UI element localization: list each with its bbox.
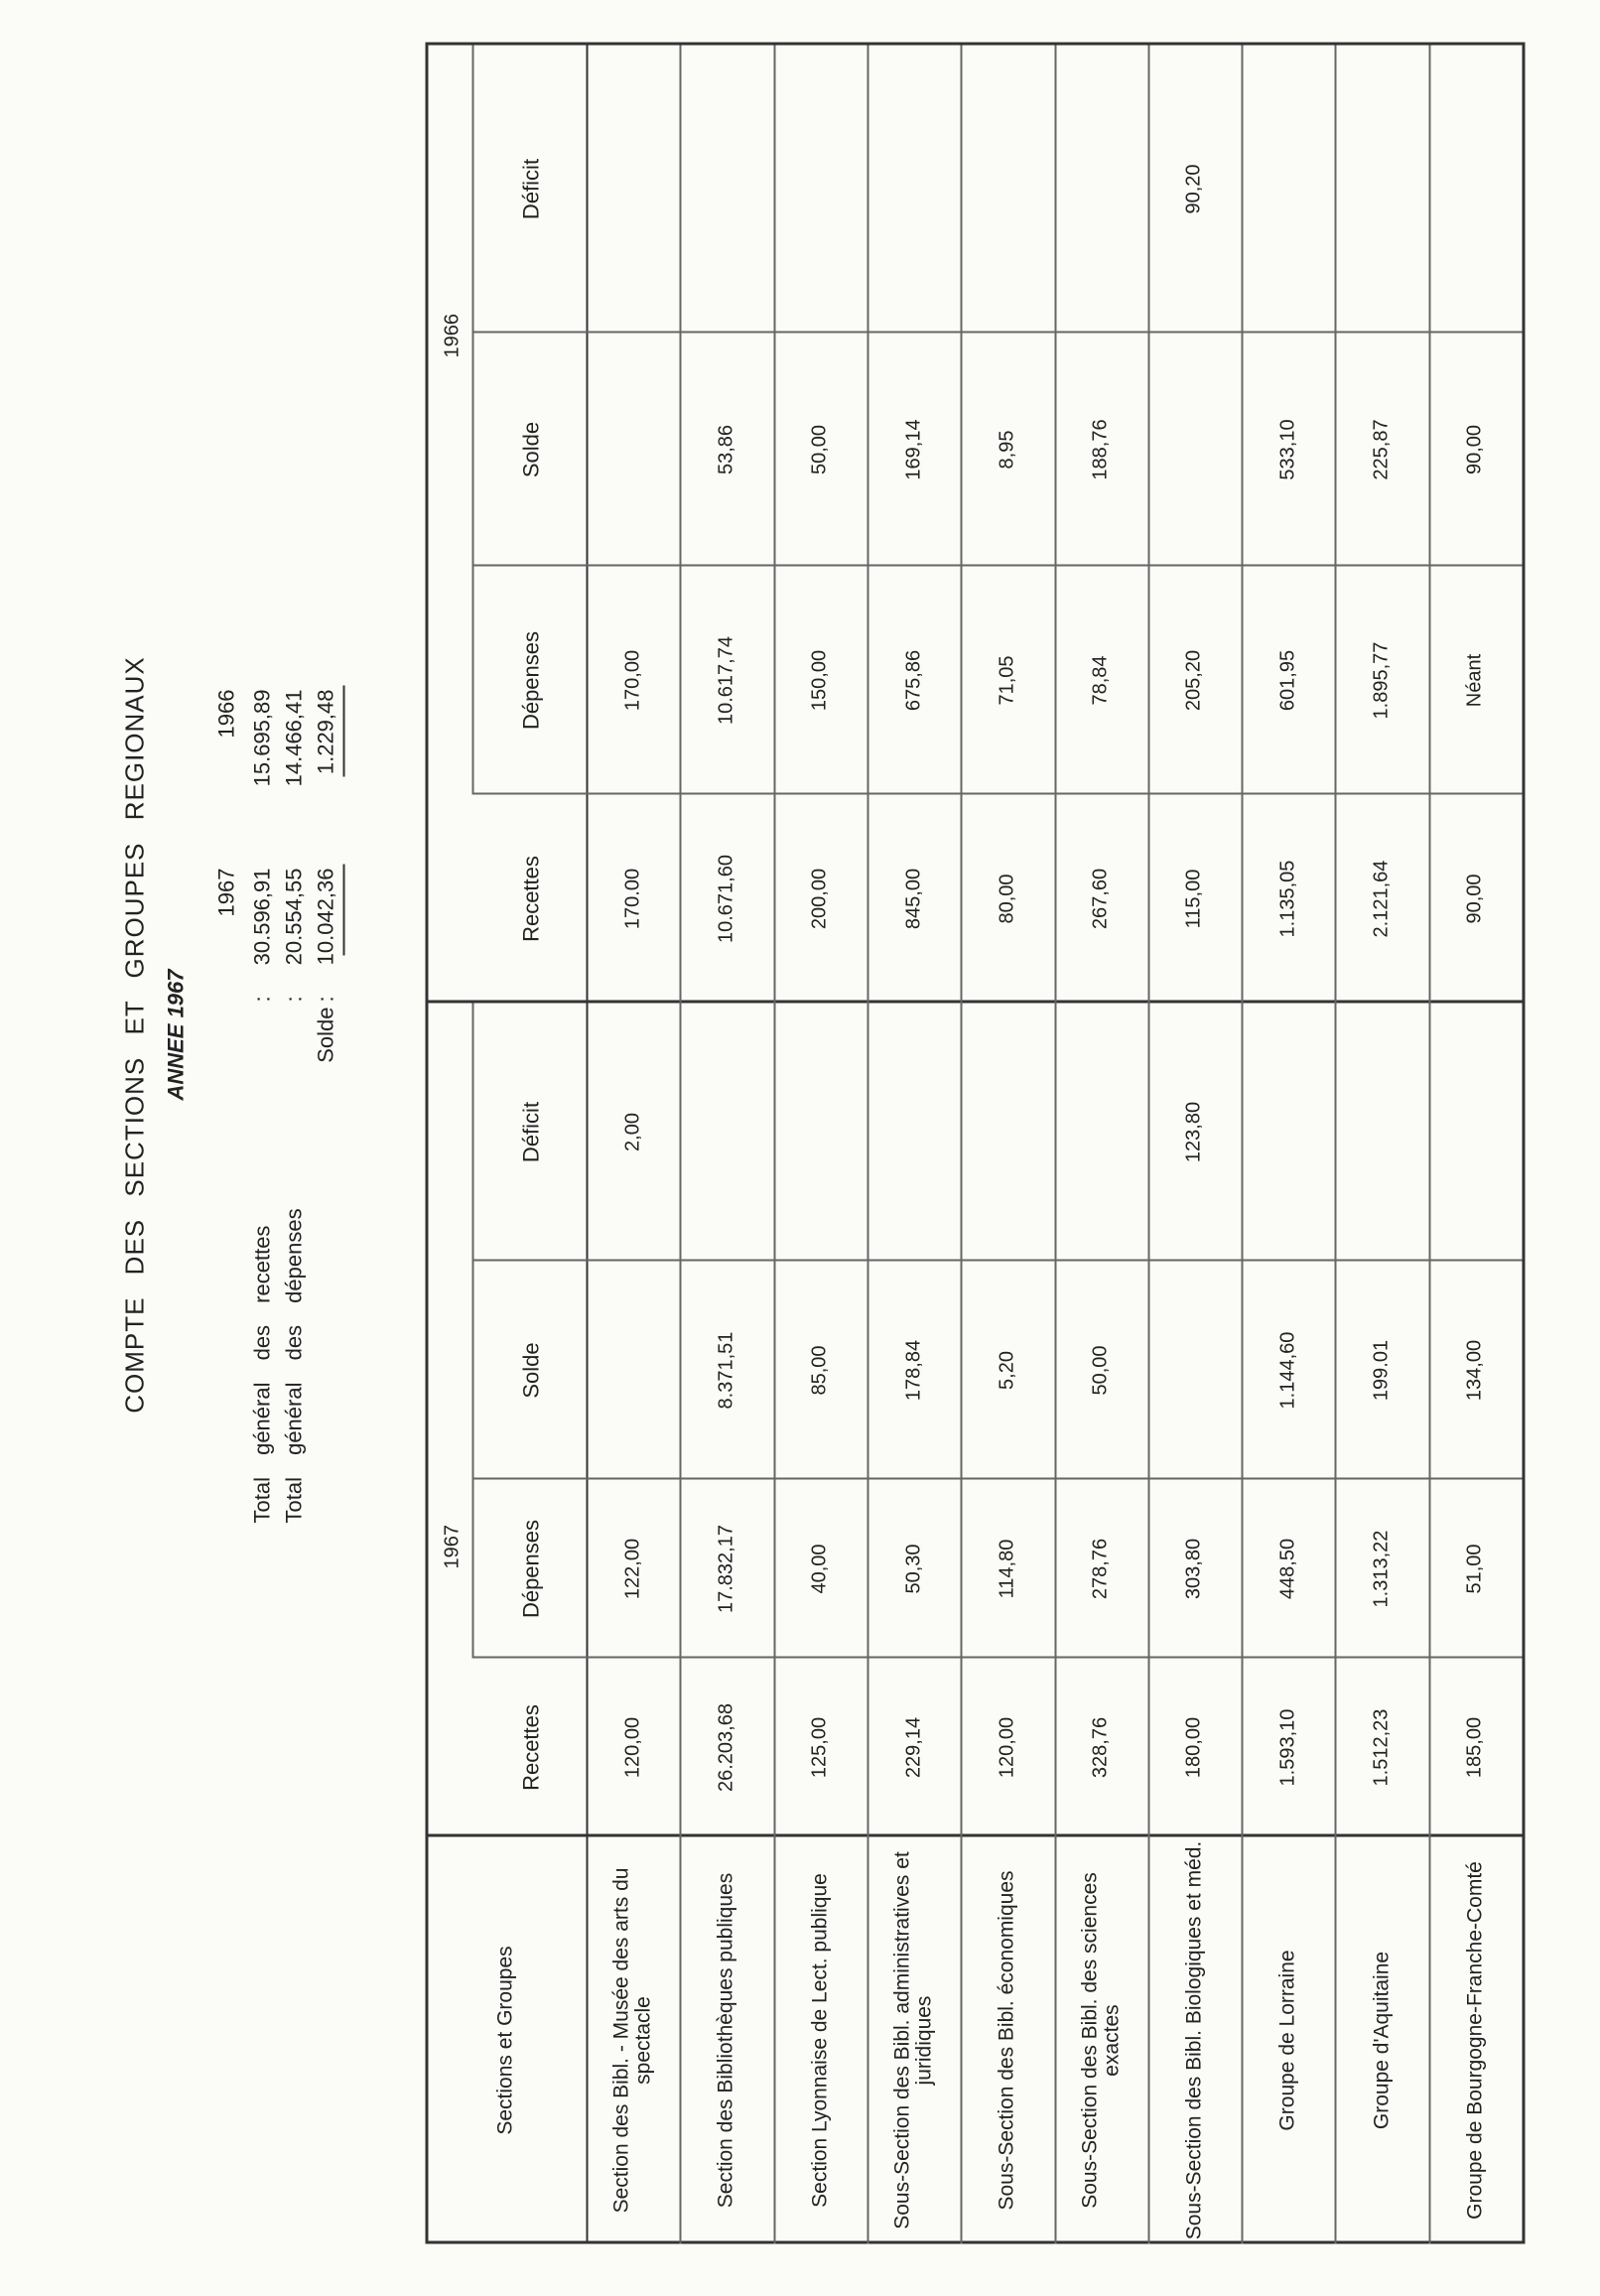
cell-1967-depenses: 303,80 (1182, 1538, 1205, 1600)
cell-1966-depenses: 170,00 (620, 649, 643, 712)
cell-1966-solde: 90,00 (1463, 424, 1486, 475)
cell-1966-depenses: 71,05 (995, 655, 1017, 706)
table-year-1966: 1966 (441, 314, 463, 358)
cell-1967-deficit: 2,00 (620, 1113, 643, 1151)
cell-1967-recettes: 120,00 (620, 1716, 643, 1779)
cell-1966-depenses: 205,20 (1182, 649, 1205, 712)
cell-1966-deficit (1334, 46, 1427, 334)
cell-1967-solde: 5,20 (995, 1351, 1017, 1390)
cell-1966-depenses: 1.895,77 (1370, 641, 1393, 720)
row-label: Groupe de Bourgogne-Franche-Comté (1462, 1861, 1486, 2220)
cell-1967-solde: 8.371,51 (714, 1331, 736, 1410)
row-label: Sous-Section des Bibl. administratives et juridiques (890, 1851, 936, 2229)
row-label: Sous-Section des Bibl. économiques (995, 1870, 1018, 2211)
cell-1966-recettes: 2.121,64 (1370, 860, 1393, 938)
cell-1966-solde (1147, 334, 1241, 567)
cell-1967-depenses: 51,00 (1463, 1544, 1486, 1594)
totals-colon: : (249, 996, 274, 1003)
cell-1966-recettes: 267,60 (1089, 868, 1112, 930)
row-label: Groupe de Lorraine (1275, 1950, 1299, 2131)
cell-1966-solde: 50,00 (808, 424, 831, 475)
totals-year-1967: 1967 (213, 868, 238, 917)
cell-1967-recettes: 120,00 (995, 1716, 1017, 1779)
cell-1967-deficit: 123,80 (1182, 1101, 1205, 1163)
cell-1967-solde: 50,00 (1089, 1345, 1112, 1396)
cell-1966-deficit (867, 46, 960, 334)
row-label: Sous-Section des Bibl. Biologiques et méd. (1181, 1840, 1205, 2240)
cell-1967-deficit (679, 1004, 772, 1262)
cell-1967-depenses: 17.832,17 (714, 1525, 736, 1613)
cell-1966-recettes: 845,00 (901, 868, 924, 930)
cell-1967-solde: 85,00 (808, 1345, 831, 1396)
document-subtitle: ANNEE 1967 (163, 969, 188, 1101)
col-header-1967-depenses: Dépenses (517, 1519, 543, 1619)
row-label: Section des Bibliothèques publiques (714, 1872, 737, 2209)
cell-1967-recettes: 185,00 (1463, 1716, 1486, 1779)
totals-value-1966: 1.229,48 (313, 689, 337, 775)
cell-1966-depenses: 78,84 (1089, 655, 1112, 706)
cell-1966-deficit (960, 46, 1053, 334)
row-label: Sous-Section des Bibl. des sciences exactes (1077, 1872, 1123, 2209)
cell-1967-depenses: 114,80 (995, 1539, 1017, 1599)
row-label: Section Lyonnaise de Lect. publique (807, 1873, 831, 2208)
totals-colon: : (281, 996, 306, 1003)
totals-label: Solde (313, 1007, 337, 1063)
cell-1967-depenses: 40,00 (808, 1544, 831, 1594)
cell-1967-recettes: 180,00 (1182, 1716, 1205, 1779)
cell-1967-depenses: 448,50 (1275, 1538, 1298, 1600)
cell-1967-recettes: 125,00 (808, 1716, 831, 1779)
cell-1966-solde: 225,87 (1370, 419, 1393, 480)
cell-1967-deficit (1241, 1004, 1334, 1262)
year-1966-bracket (471, 46, 473, 795)
cell-1967-deficit (867, 1004, 960, 1262)
cell-1966-recettes: 200,00 (808, 868, 831, 930)
cell-1966-deficit (1054, 46, 1147, 334)
cell-1967-depenses: 278,76 (1089, 1538, 1112, 1600)
col-header-1966-deficit: Déficit (517, 158, 543, 220)
cell-1966-solde: 169,14 (901, 419, 924, 480)
cell-1966-recettes: 115,00 (1182, 869, 1205, 929)
cell-1966-recettes: 1.135,05 (1275, 860, 1298, 938)
cell-1967-deficit (1428, 1004, 1522, 1262)
cell-1966-recettes: 10.671,60 (714, 855, 736, 943)
cell-1966-depenses: 10.617,74 (714, 636, 736, 725)
cell-1967-solde (1147, 1262, 1241, 1480)
document-title: COMPTE DES SECTIONS ET GROUPES REGIONAUX (119, 656, 149, 1414)
totals-value-1966: 14.466,41 (281, 689, 306, 787)
cell-1967-recettes: 26.203,68 (714, 1703, 736, 1792)
cell-1967-recettes: 1.512,23 (1370, 1708, 1393, 1787)
totals-colon: : (313, 996, 337, 1003)
year-1967-bracket (471, 1004, 473, 1659)
cell-1966-recettes: 90,00 (1463, 874, 1486, 924)
cell-1967-recettes: 328,76 (1089, 1716, 1112, 1779)
col-header-1967-solde: Solde (517, 1342, 543, 1399)
cell-1967-solde: 134,00 (1463, 1339, 1486, 1402)
cell-1967-recettes: 229,14 (901, 1716, 924, 1779)
cell-1966-solde (586, 334, 679, 567)
cell-1967-solde: 199.01 (1370, 1339, 1393, 1402)
col-header-1966-solde: Solde (517, 421, 543, 478)
row-label: Groupe d'Aquitaine (1369, 1951, 1393, 2130)
totals-label: Total général des dépenses (281, 1208, 306, 1524)
cell-1966-recettes: 80,00 (995, 874, 1017, 924)
table-year-1967: 1967 (441, 1525, 463, 1569)
cell-1967-solde: 178,84 (901, 1339, 924, 1402)
cell-1967-solde: 1.144,60 (1275, 1331, 1298, 1410)
cell-1966-solde: 53,86 (714, 424, 736, 475)
cell-1966-solde: 533,10 (1275, 419, 1298, 480)
cell-1966-deficit: 90,20 (1182, 164, 1205, 214)
cell-1967-depenses: 50,30 (901, 1544, 924, 1594)
cell-1966-solde: 8,95 (995, 430, 1017, 470)
totals-value-1967: 10.042,36 (313, 868, 337, 966)
row-label: Section des Bibl. - Musée des arts du spectacle (609, 1867, 655, 2214)
cell-1966-deficit (1241, 46, 1334, 334)
cell-1966-depenses: Néant (1463, 653, 1486, 708)
cell-1966-deficit (1428, 46, 1522, 334)
totals-value-1967: 30.596,91 (249, 868, 274, 966)
col-header-1966-recettes: Recettes (517, 856, 543, 942)
col-header-1967-deficit: Déficit (517, 1101, 543, 1163)
cell-1966-recettes: 170.00 (620, 868, 643, 930)
cell-1967-deficit (960, 1004, 1053, 1262)
cell-1966-depenses: 150,00 (808, 649, 831, 712)
cell-1966-depenses: 601,95 (1275, 649, 1298, 712)
col-header-sections: Sections et Groupes (493, 1946, 516, 2135)
col-header-1966-depenses: Dépenses (517, 630, 543, 731)
cell-1967-depenses: 1.313,22 (1370, 1530, 1393, 1608)
cell-1966-solde: 188,76 (1089, 419, 1112, 480)
cell-1966-deficit (586, 46, 679, 334)
cell-1967-solde (586, 1262, 679, 1480)
cell-1966-depenses: 675,86 (901, 649, 924, 712)
cell-1967-deficit (773, 1004, 867, 1262)
col-header-1967-recettes: Recettes (517, 1704, 543, 1791)
cell-1967-deficit (1054, 1004, 1147, 1262)
totals-value-1967: 20.554,55 (281, 868, 306, 966)
cell-1967-recettes: 1.593,10 (1275, 1708, 1298, 1787)
cell-1966-deficit (679, 46, 772, 334)
cell-1967-depenses: 122,00 (620, 1538, 643, 1600)
totals-label: Total général des recettes (249, 1225, 274, 1524)
cell-1967-deficit (1334, 1004, 1427, 1262)
totals-value-1966: 15.695,89 (249, 689, 274, 787)
totals-year-1966: 1966 (213, 689, 238, 739)
cell-1966-deficit (773, 46, 867, 334)
